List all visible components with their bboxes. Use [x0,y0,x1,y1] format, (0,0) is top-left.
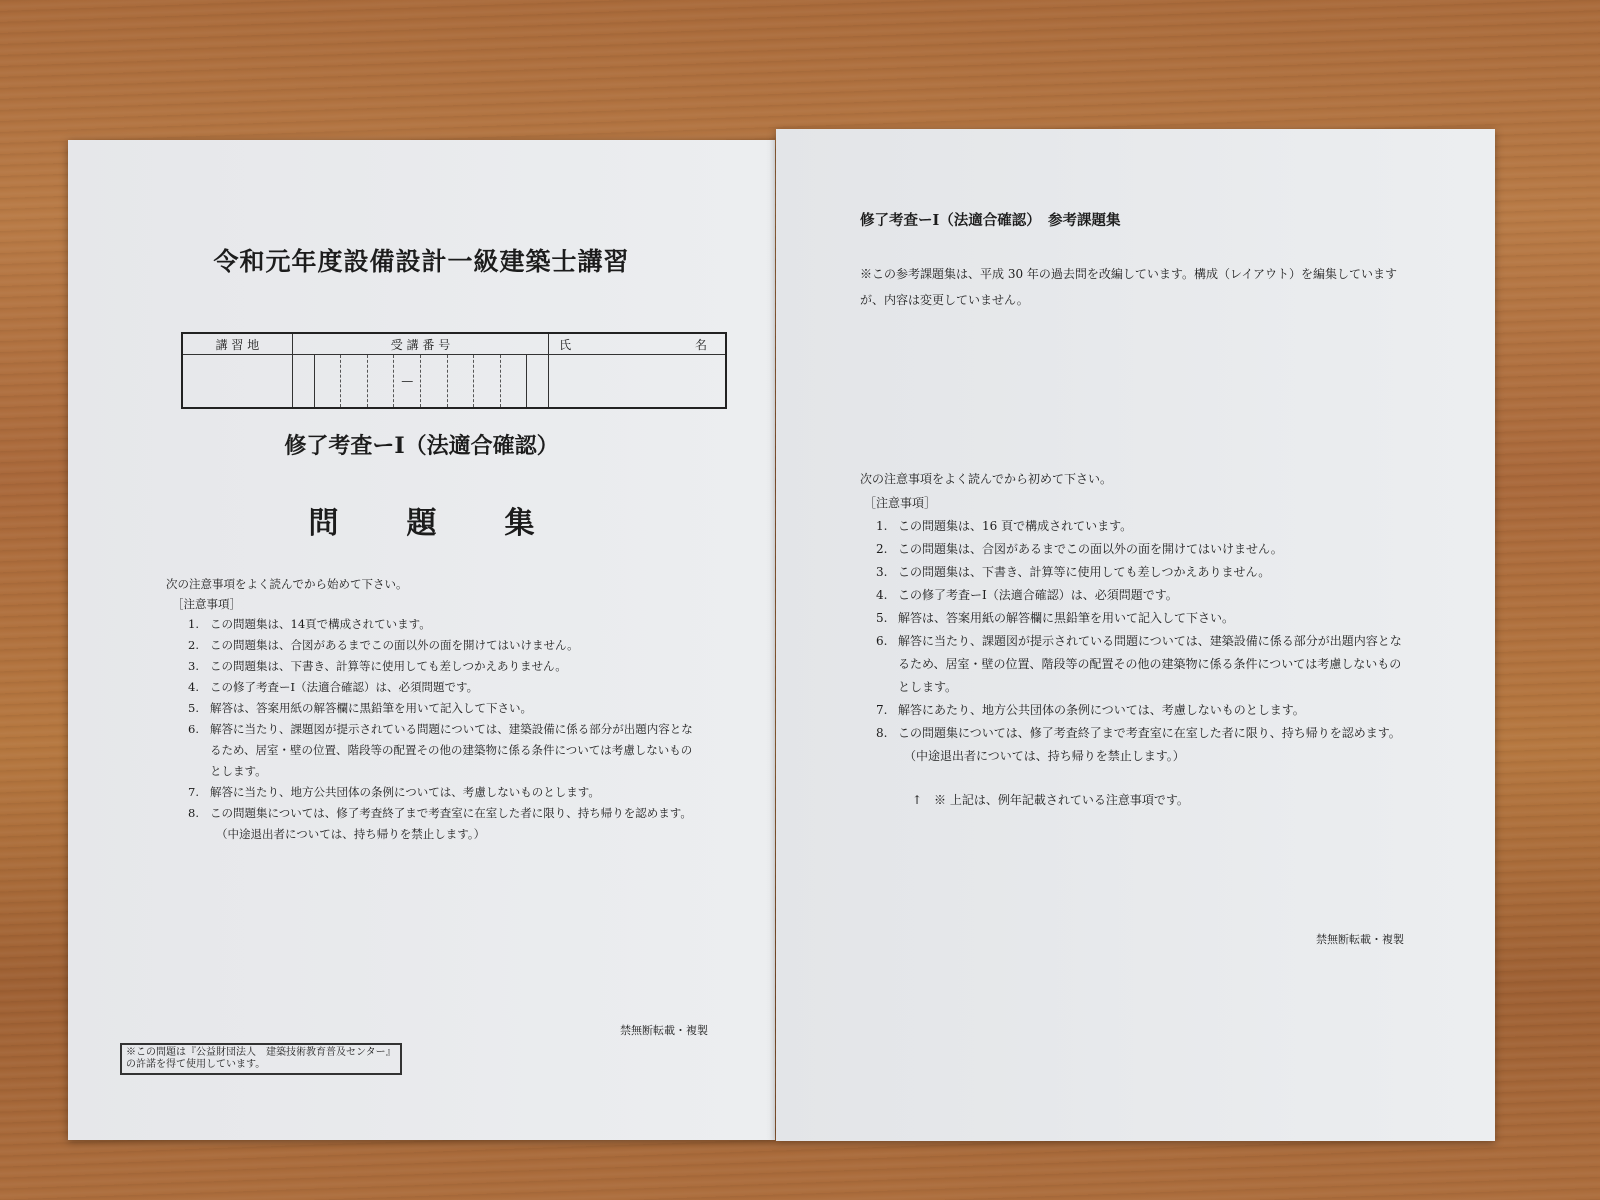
left-page [68,140,775,1140]
number-cell[interactable] [500,355,527,409]
credit-box: ※この問題は『公益財団法人 建築技術教育普及センター』の許諾を得て使用しています。 [120,1043,402,1075]
number-cell[interactable] [341,355,368,409]
note-item-sub: （中途退出者については、持ち帰りを禁止します。） [216,827,486,841]
note-item: 1. この問題集は、16 頁で構成されています。 [876,519,1133,533]
note-item: 3. この問題集は、下書き、計算等に使用しても差しつかえありません。 [188,659,567,673]
number-cell[interactable] [367,355,394,409]
reference-title: 修了考査ーⅠ（法適合確認） 参考課題集 [860,212,1121,229]
reference-note: ※この参考課題集は、平成 30 年の過去問を改編しています。構成（レイアウト）を編集していますが、内容は変更していません。 [860,267,1397,307]
notes-heading: ［注意事項］ [864,496,937,510]
venue-field[interactable] [182,355,292,409]
note-item: 8. この問題集については、修了考査終了まで考査室に在室した者に限り、持ち帰りを認めます。 [876,726,1401,740]
right-page [776,129,1495,1141]
course-title: 令和元年度設備設計一級建築士講習 [213,247,630,276]
registration-table [181,332,727,409]
note-item-sub: （中途退出者については、持ち帰りを禁止します。） [904,749,1185,763]
note-item: 5. 解答は、答案用紙の解答欄に黒鉛筆を用いて記入して下さい。 [876,611,1235,625]
number-cell[interactable] [314,355,341,409]
number-cell[interactable] [420,355,447,409]
notes-list [876,515,1406,768]
number-cell[interactable] [527,355,549,409]
note-item: 4. この修了考査ーⅠ（法適合確認）は、必須問題です。 [188,680,479,694]
copyright-notice: 禁無断転載・複製 [1316,933,1404,946]
copyright-notice: 禁無断転載・複製 [620,1024,708,1037]
notes-list [188,614,698,845]
note-item: 3. この問題集は、下書き、計算等に使用しても差しつかえありません。 [876,565,1271,579]
note-item: 6. 解答に当たり、課題図が提示されている問題については、建築設備に係る部分が出題内容となるため、居室・壁の位置、階段等の配置その他の建築物に係る条件については考慮しないものとします。 [876,634,1402,694]
note-item: 1. この問題集は、14頁で構成されています。 [188,617,431,631]
number-cell[interactable] [447,355,474,409]
number-dash: — [394,355,421,409]
note-item: 4. この修了考査ーⅠ（法適合確認）は、必須問題です。 [876,588,1178,602]
number-cell[interactable] [292,355,314,409]
note-item: 2. この問題集は、合図があるまでこの面以外の面を開けてはいけません。 [188,638,579,652]
remark-note: ↑ ※ 上記は、例年記載されている注意事項です。 [912,793,1189,807]
note-item: 5. 解答は、答案用紙の解答欄に黒鉛筆を用いて記入して下さい。 [188,701,532,715]
note-item: 2. この問題集は、合図があるまでこの面以外の面を開けてはいけません。 [876,542,1283,556]
exam-subtitle: 修了考査ーⅠ（法適合確認） [284,433,559,459]
note-item: 8. この問題集については、修了考査終了まで考査室に在室した者に限り、持ち帰りを認めます。 [188,806,692,820]
note-item: 7. 解答に当たり、地方公共団体の条例については、考慮しないものとします。 [188,785,600,799]
name-header: 氏 名 [549,333,726,355]
number-header: 受 講 番 号 [292,333,548,355]
name-field[interactable] [549,355,726,409]
collection-heading: 問題集 [308,506,603,541]
venue-header: 講 習 地 [182,333,292,355]
number-cell[interactable] [474,355,501,409]
notes-heading: ［注意事項］ [172,597,241,611]
note-item: 7. 解答にあたり、地方公共団体の条例については、考慮しないものとします。 [876,703,1305,717]
instructions-intro: 次の注意事項をよく読んでから始めて下さい。 [166,577,408,591]
note-item: 6. 解答に当たり、課題図が提示されている問題については、建築設備に係る部分が出題内容となるため、居室・壁の位置、階段等の配置その他の建築物に係る条件については考慮しないものとします。 [188,722,693,778]
instructions-intro: 次の注意事項をよく読んでから初めて下さい。 [860,472,1113,486]
